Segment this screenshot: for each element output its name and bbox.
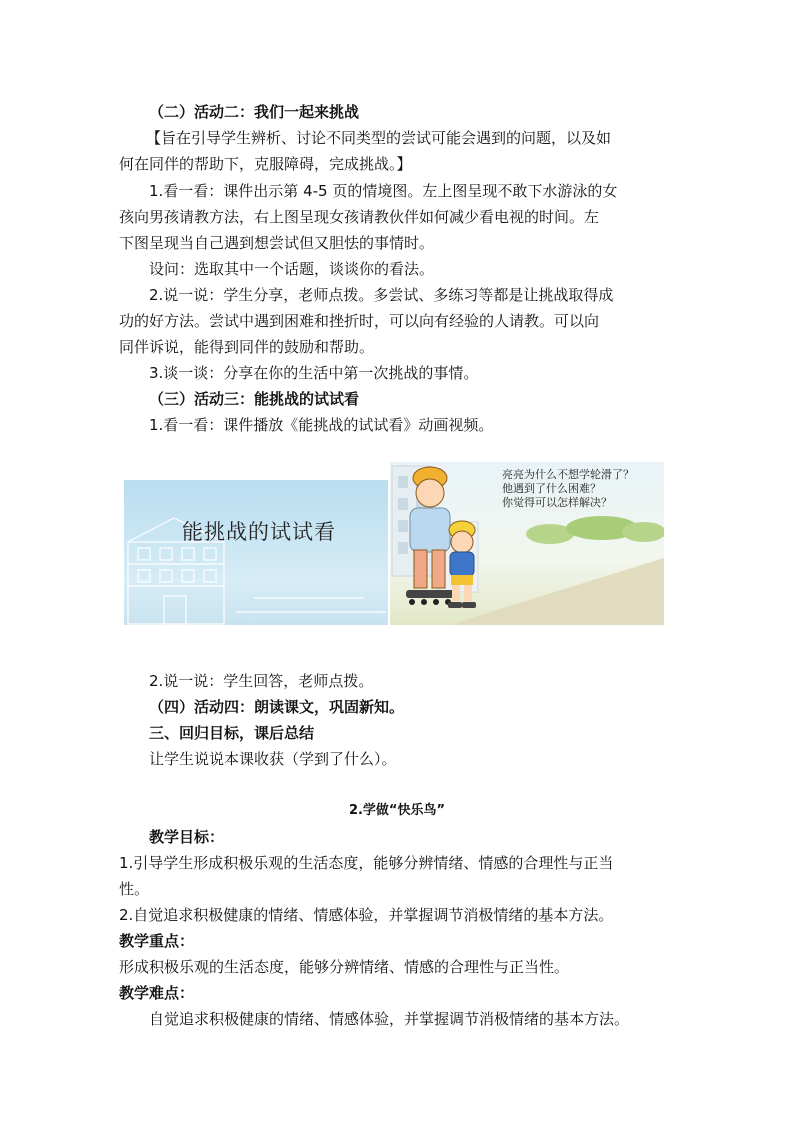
say-paragraph-line2: 功的好方法。尝试中遇到困难和挫折时，可以向有经验的人请教。可以向 — [119, 312, 600, 330]
goal-1-line2: 性。 — [119, 880, 150, 898]
activity-two-aim-line1: 【旨在引导学生辨析、讨论不同类型的尝试可能会遇到的问题，以及如 — [146, 129, 612, 147]
rollerskate-scene-panel — [390, 462, 664, 625]
building-sketch-illustration — [124, 480, 388, 625]
activity-three-heading: （三）活动三：能挑战的试试看 — [149, 390, 360, 408]
look-paragraph-line2: 孩向男孩请教方法，右上图呈现女孩请教伙伴如何减少看电视的时间。左 — [119, 208, 600, 226]
goal-2: 2.自觉追求积极健康的情绪、情感体验，并掌握调节消极情绪的基本方法。 — [119, 906, 614, 924]
animation-figure — [124, 462, 664, 625]
discussion-question-2: 他遇到了什么困难？ — [502, 482, 601, 495]
discussion-question-3: 你觉得可以怎样解决？ — [502, 496, 612, 509]
look-paragraph-line3: 下图呈现当自己遇到想尝试但又胆怯的事情时。 — [119, 234, 435, 252]
difficulty-heading: 教学难点： — [119, 984, 195, 1002]
talk-paragraph: 3.谈一谈：分享在你的生活中第一次挑战的事情。 — [149, 364, 479, 382]
difficulty-text: 自觉追求积极健康的情绪、情感体验，并掌握调节消极情绪的基本方法。 — [149, 1010, 630, 1028]
say-paragraph-line3: 同伴诉说，能得到同伴的鼓励和帮助。 — [119, 338, 375, 356]
lesson-title: 2.学做“快乐鸟” — [348, 803, 446, 818]
video-title: 能挑战的试试看 — [182, 520, 336, 544]
activity-three-look: 1.看一看：课件播放《能挑战的试试看》动画视频。 — [149, 416, 494, 434]
activity-two-aim-line2: 何在同伴的帮助下，克服障碍，完成挑战。】 — [119, 155, 412, 173]
younger-child-figure — [448, 521, 476, 608]
question-paragraph: 设问：选取其中一个话题，谈谈你的看法。 — [149, 260, 435, 278]
activity-three-say: 2.说一说：学生回答，老师点拨。 — [149, 672, 374, 690]
discussion-question-1: 亮亮为什么不想学轮滑了？ — [502, 468, 634, 481]
goals-heading: 教学目标： — [149, 828, 225, 846]
focus-heading: 教学重点： — [119, 932, 195, 950]
summary-heading: 三、回归目标，课后总结 — [149, 724, 315, 742]
video-title-panel — [124, 480, 388, 625]
activity-two-heading: （二）活动二：我们一起来挑战 — [149, 103, 360, 121]
goal-1-line1: 1.引导学生形成积极乐观的生活态度，能够分辨情绪、情感的合理性与正当 — [119, 854, 614, 872]
discussion-questions — [502, 468, 634, 510]
say-paragraph-line1: 2.说一说：学生分享，老师点拨。多尝试、多练习等都是让挑战取得成 — [149, 286, 614, 304]
summary-text: 让学生说说本课收获（学到了什么）。 — [149, 750, 397, 768]
look-paragraph-line1: 1.看一看：课件出示第 4-5 页的情境图。左上图呈现不敢下水游泳的女 — [149, 182, 618, 200]
activity-four-heading: （四）活动四：朗读课文，巩固新知。 — [149, 698, 405, 716]
focus-text: 形成积极乐观的生活态度，能够分辨情绪、情感的合理性与正当性。 — [119, 958, 570, 976]
